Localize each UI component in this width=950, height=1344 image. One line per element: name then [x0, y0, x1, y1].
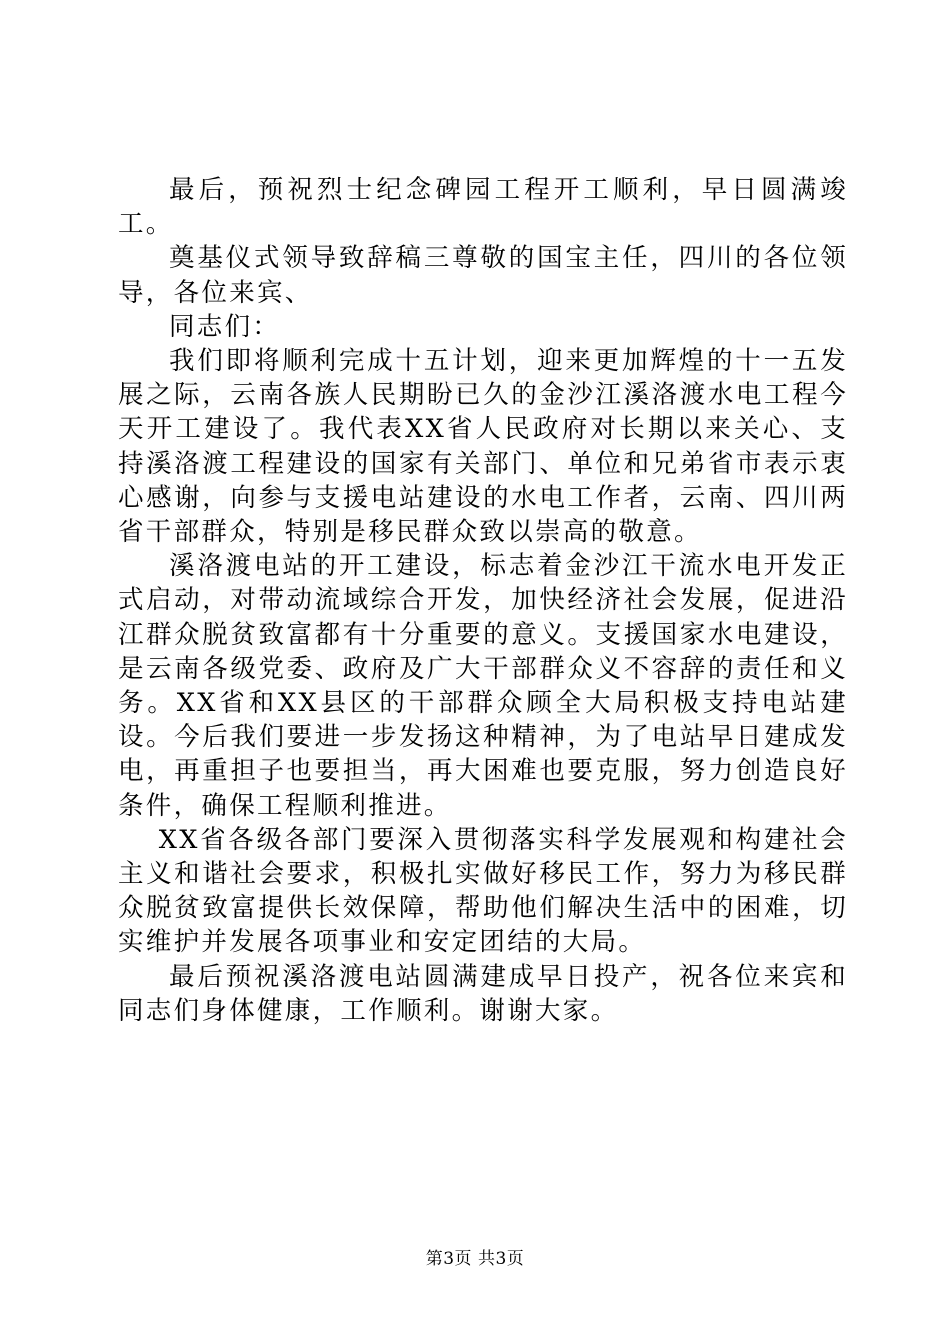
- paragraph-significance: 溪洛渡电站的开工建设，标志着金沙江干流水电开发正式启动，对带动流域综合开发，加快经济社会发展，促进沿江群众脱贫致富都有十分重要的意义。支援国家水电建设，是云南各级党委、政府及广大干部群众义不容辞的责任和义务。XX省和XX县区的干部群众顾全大局积极支持电站建设。今后我们要进一步发扬这种精神，为了电站早日建成发电，再重担子也要担当，再大困难也要克服，努力创造良好条件，确保工程顺利推进。: [118, 551, 848, 821]
- paragraph-opening: 我们即将顺利完成十五计划，迎来更加辉煌的十一五发展之际，云南各族人民期盼已久的金沙江溪洛渡水电工程今天开工建设了。我代表XX省人民政府对长期以来关心、支持溪洛渡工程建设的国家有关部门、单位和兄弟省市表示衷心感谢，向参与支援电站建设的水电工作者，云南、四川两省干部群众，特别是移民群众致以崇高的敬意。: [118, 346, 848, 548]
- page-number-footer: 第3页 共3页: [425, 1249, 525, 1269]
- paragraph-speech-title: 奠基仪式领导致辞稿三尊敬的国宝主任，四川的各位领导，各位来宾、: [118, 243, 848, 308]
- paragraph-salutation: 同志们：: [169, 311, 281, 342]
- document-body: [118, 173, 848, 1028]
- paragraph-closing-wishes: 最后预祝溪洛渡电站圆满建成早日投产，祝各位来宾和同志们身体健康，工作顺利。谢谢大家。: [118, 961, 848, 1026]
- paragraph-closing-memorial: 最后，预祝烈士纪念碑园工程开工顺利，早日圆满竣工。: [118, 175, 848, 240]
- paragraph-migration-work: XX省各级各部门要深入贯彻落实科学发展观和构建社会主义和谐社会要求，积极扎实做好移民工作，努力为移民群众脱贫致富提供长效保障，帮助他们解决生活中的困难，切实维护并发展各项事业和安定团结的大局。: [118, 824, 848, 958]
